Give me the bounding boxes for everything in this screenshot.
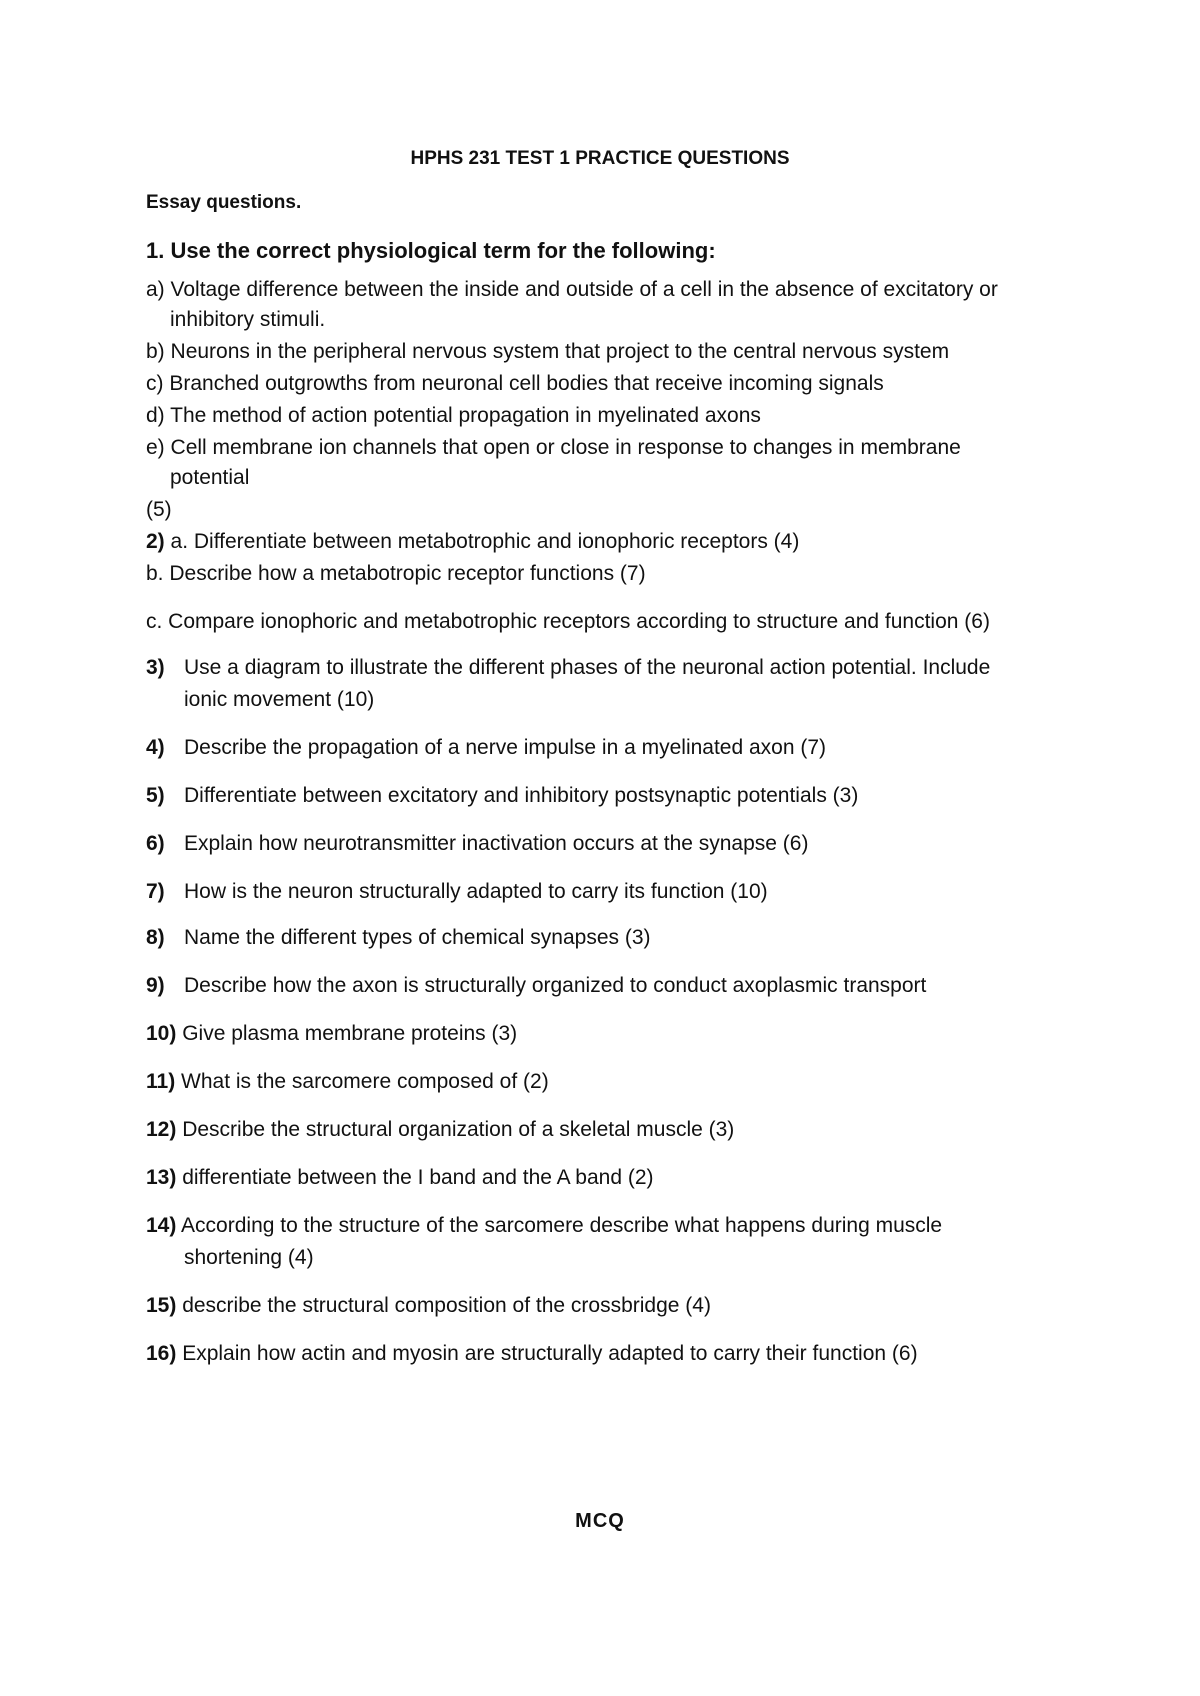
- question-14-continued: shortening (4): [184, 1246, 314, 1269]
- question-number: 13): [146, 1166, 177, 1189]
- question-1-heading: 1. Use the correct physiological term for the following:: [146, 238, 716, 263]
- question-number: 9): [146, 974, 165, 997]
- question-7: [146, 880, 768, 904]
- q1-item-a-continued: inhibitory stimuli.: [170, 308, 326, 331]
- question-text: Give plasma membrane proteins (3): [182, 1022, 518, 1045]
- question-text: Use a diagram to illustrate the different phases of the neuronal action potential. Include: [184, 656, 991, 679]
- item-text: Branched outgrowths from neuronal cell bodies that receive incoming signals: [169, 372, 884, 395]
- question-13: [146, 1166, 654, 1190]
- question-12: [146, 1118, 734, 1142]
- question-text: Name the different types of chemical synapses (3): [184, 926, 651, 949]
- question-number: 15): [146, 1294, 177, 1317]
- q1-item-e: [146, 436, 961, 460]
- item-text: Neurons in the peripheral nervous system that project to the central nervous system: [170, 340, 950, 363]
- mcq-heading: MCQ: [575, 1510, 625, 1532]
- q1-item-d: [146, 404, 761, 428]
- question-5: [146, 784, 858, 808]
- question-text: How is the neuron structurally adapted to carry its function (10): [184, 880, 768, 903]
- question-text: differentiate between the I band and the A band (2): [182, 1166, 654, 1189]
- question-number: 2): [146, 530, 165, 553]
- question-6: [146, 832, 808, 856]
- question-3-continued: ionic movement (10): [184, 688, 375, 711]
- question-text: Describe the propagation of a nerve impulse in a myelinated axon (7): [184, 736, 827, 759]
- q1-item-a: [146, 278, 998, 302]
- question-text: a. Differentiate between metabotrophic and ionophoric receptors (4): [170, 530, 800, 553]
- question-number: 5): [146, 784, 165, 807]
- document-title: HPHS 231 TEST 1 PRACTICE QUESTIONS: [410, 148, 790, 169]
- item-label: e): [146, 436, 165, 459]
- item-label: d): [146, 404, 165, 427]
- item-label: c): [146, 372, 164, 395]
- question-number: 3): [146, 656, 165, 679]
- item-text: Voltage difference between the inside and outside of a cell in the absence of excitatory or: [170, 278, 998, 301]
- item-text: Cell membrane ion channels that open or close in response to changes in membrane: [170, 436, 961, 459]
- q1-item-b: [146, 340, 949, 364]
- question-text: Explain how neurotransmitter inactivation occurs at the synapse (6): [184, 832, 809, 855]
- item-label: b): [146, 340, 165, 363]
- section-subheading: Essay questions.: [146, 192, 302, 213]
- q1-marks: (5): [146, 498, 172, 521]
- question-2-part-a: [146, 530, 799, 554]
- question-3: [146, 656, 990, 680]
- question-2-part-b: b. Describe how a metabotropic receptor functions (7): [146, 562, 646, 585]
- question-10: [146, 1022, 517, 1046]
- question-number: 11): [146, 1070, 176, 1093]
- question-number: 12): [146, 1118, 177, 1141]
- question-8: [146, 926, 651, 950]
- question-14: [146, 1214, 942, 1238]
- q1-item-e-continued: potential: [170, 466, 250, 489]
- question-number: 10): [146, 1022, 177, 1045]
- item-text: The method of action potential propagation in myelinated axons: [170, 404, 761, 427]
- question-number: 6): [146, 832, 165, 855]
- item-label: a): [146, 278, 165, 301]
- question-text: Describe how the axon is structurally organized to conduct axoplasmic transport: [184, 974, 927, 997]
- question-number: 8): [146, 926, 165, 949]
- question-4: [146, 736, 826, 760]
- question-text: describe the structural composition of the crossbridge (4): [182, 1294, 711, 1317]
- question-number: 16): [146, 1342, 177, 1365]
- question-2-part-c: c. Compare ionophoric and metabotrophic receptors according to structure and function (6): [146, 610, 990, 633]
- question-number: 14): [146, 1214, 177, 1237]
- question-9: [146, 974, 926, 998]
- question-text: Describe the structural organization of a skeletal muscle (3): [182, 1118, 735, 1141]
- question-text: Explain how actin and myosin are structurally adapted to carry their function (6): [182, 1342, 918, 1365]
- question-text: What is the sarcomere composed of (2): [181, 1070, 549, 1093]
- q1-item-c: [146, 372, 884, 396]
- question-text: Differentiate between excitatory and inhibitory postsynaptic potentials (3): [184, 784, 859, 807]
- question-number: 4): [146, 736, 165, 759]
- question-number: 7): [146, 880, 165, 903]
- question-15: [146, 1294, 711, 1318]
- question-text: According to the structure of the sarcomere describe what happens during muscle: [181, 1214, 943, 1237]
- question-16: [146, 1342, 918, 1366]
- question-11: [146, 1070, 549, 1094]
